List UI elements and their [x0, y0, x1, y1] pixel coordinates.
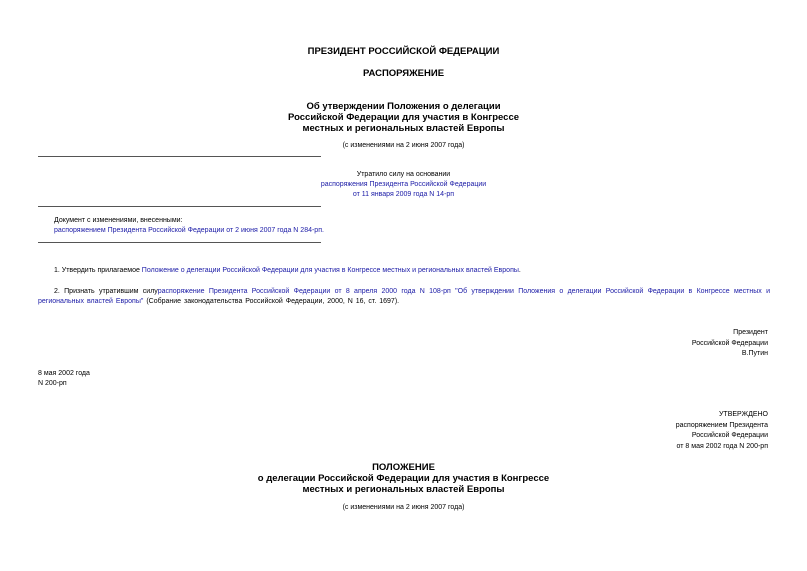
divider — [38, 156, 321, 157]
title-line-2: Российской Федерации для участия в Конгрессе — [287, 112, 520, 123]
signature-country: Российской Федерации — [691, 339, 768, 347]
signature-title: Президент — [733, 329, 768, 336]
item-2-link[interactable]: распоряжение Президента Российской Федерации от 8 апреля 2000 года N 108-рп "Об утверждении Положения о делегации Российской Федерации в Конгрессе местных и региональных властей Европы" — [38, 288, 770, 305]
title-line-1: Об утверждении Положения о делегации — [306, 101, 501, 112]
regulation-subtitle — [0, 473, 807, 495]
regulation-changes-note: (с изменениями на 2 июня 2007 года) — [342, 504, 465, 511]
approved-line-3: Российской Федерации — [691, 432, 768, 439]
item-1-link[interactable]: Положение о делегации Российской Федерации для участия в Конгрессе местных и региональных властей Европы — [141, 267, 519, 274]
invalidation-link-line-1[interactable]: распоряжения Президента Российской Федерации — [320, 181, 487, 188]
invalidation-block — [0, 170, 807, 200]
divider — [38, 242, 321, 243]
amendments-block — [54, 216, 324, 236]
invalidation-text: Утратило силу на основании — [356, 171, 451, 178]
regulation-title: ПОЛОЖЕНИЕ — [372, 462, 435, 473]
approved-line-2: распоряжением Президента — [675, 421, 768, 429]
approved-block — [676, 410, 768, 452]
approved-heading: УТВЕРЖДЕНО — [718, 411, 768, 418]
regulation-subtitle-line-1: о делегации Российской Федерации для участия в Конгрессе — [257, 473, 550, 484]
item-2-suffix: (Собрание законодательства Российской Федерации, 2000, N 16, ст. 1697). — [143, 298, 400, 305]
document-type-heading: РАСПОРЯЖЕНИЕ — [362, 68, 445, 79]
item-1-suffix: . — [518, 267, 521, 274]
divider — [38, 206, 321, 207]
approved-line-4: от 8 мая 2002 года N 200-рп — [676, 442, 768, 450]
document-title — [0, 101, 807, 134]
invalidation-link-line-2[interactable]: от 11 января 2009 года N 14-рп — [352, 191, 455, 198]
signature-block — [692, 328, 768, 360]
date-block — [38, 369, 90, 389]
item-2 — [38, 287, 770, 307]
title-line-3: местных и региональных властей Европы — [302, 123, 505, 134]
president-heading: ПРЕЗИДЕНТ РОССИЙСКОЙ ФЕДЕРАЦИИ — [307, 46, 500, 57]
item-1-text: 1. Утвердить прилагаемое — [54, 267, 142, 274]
item-1 — [38, 266, 770, 276]
signature-name: В.Путин — [741, 350, 768, 357]
document-number: N 200-рп — [38, 380, 67, 387]
regulation-subtitle-line-2: местных и региональных властей Европы — [302, 484, 505, 495]
item-2-text: 2. Признать утратившим силу — [54, 288, 158, 295]
amendments-label: Документ с изменениями, внесенными: — [54, 217, 183, 224]
amendments-link[interactable]: распоряжением Президента Российской Федерации от 2 июня 2007 года N 284-рп. — [54, 227, 324, 234]
changes-note: (с изменениями на 2 июня 2007 года) — [342, 142, 465, 149]
document-date: 8 мая 2002 года — [38, 370, 90, 377]
